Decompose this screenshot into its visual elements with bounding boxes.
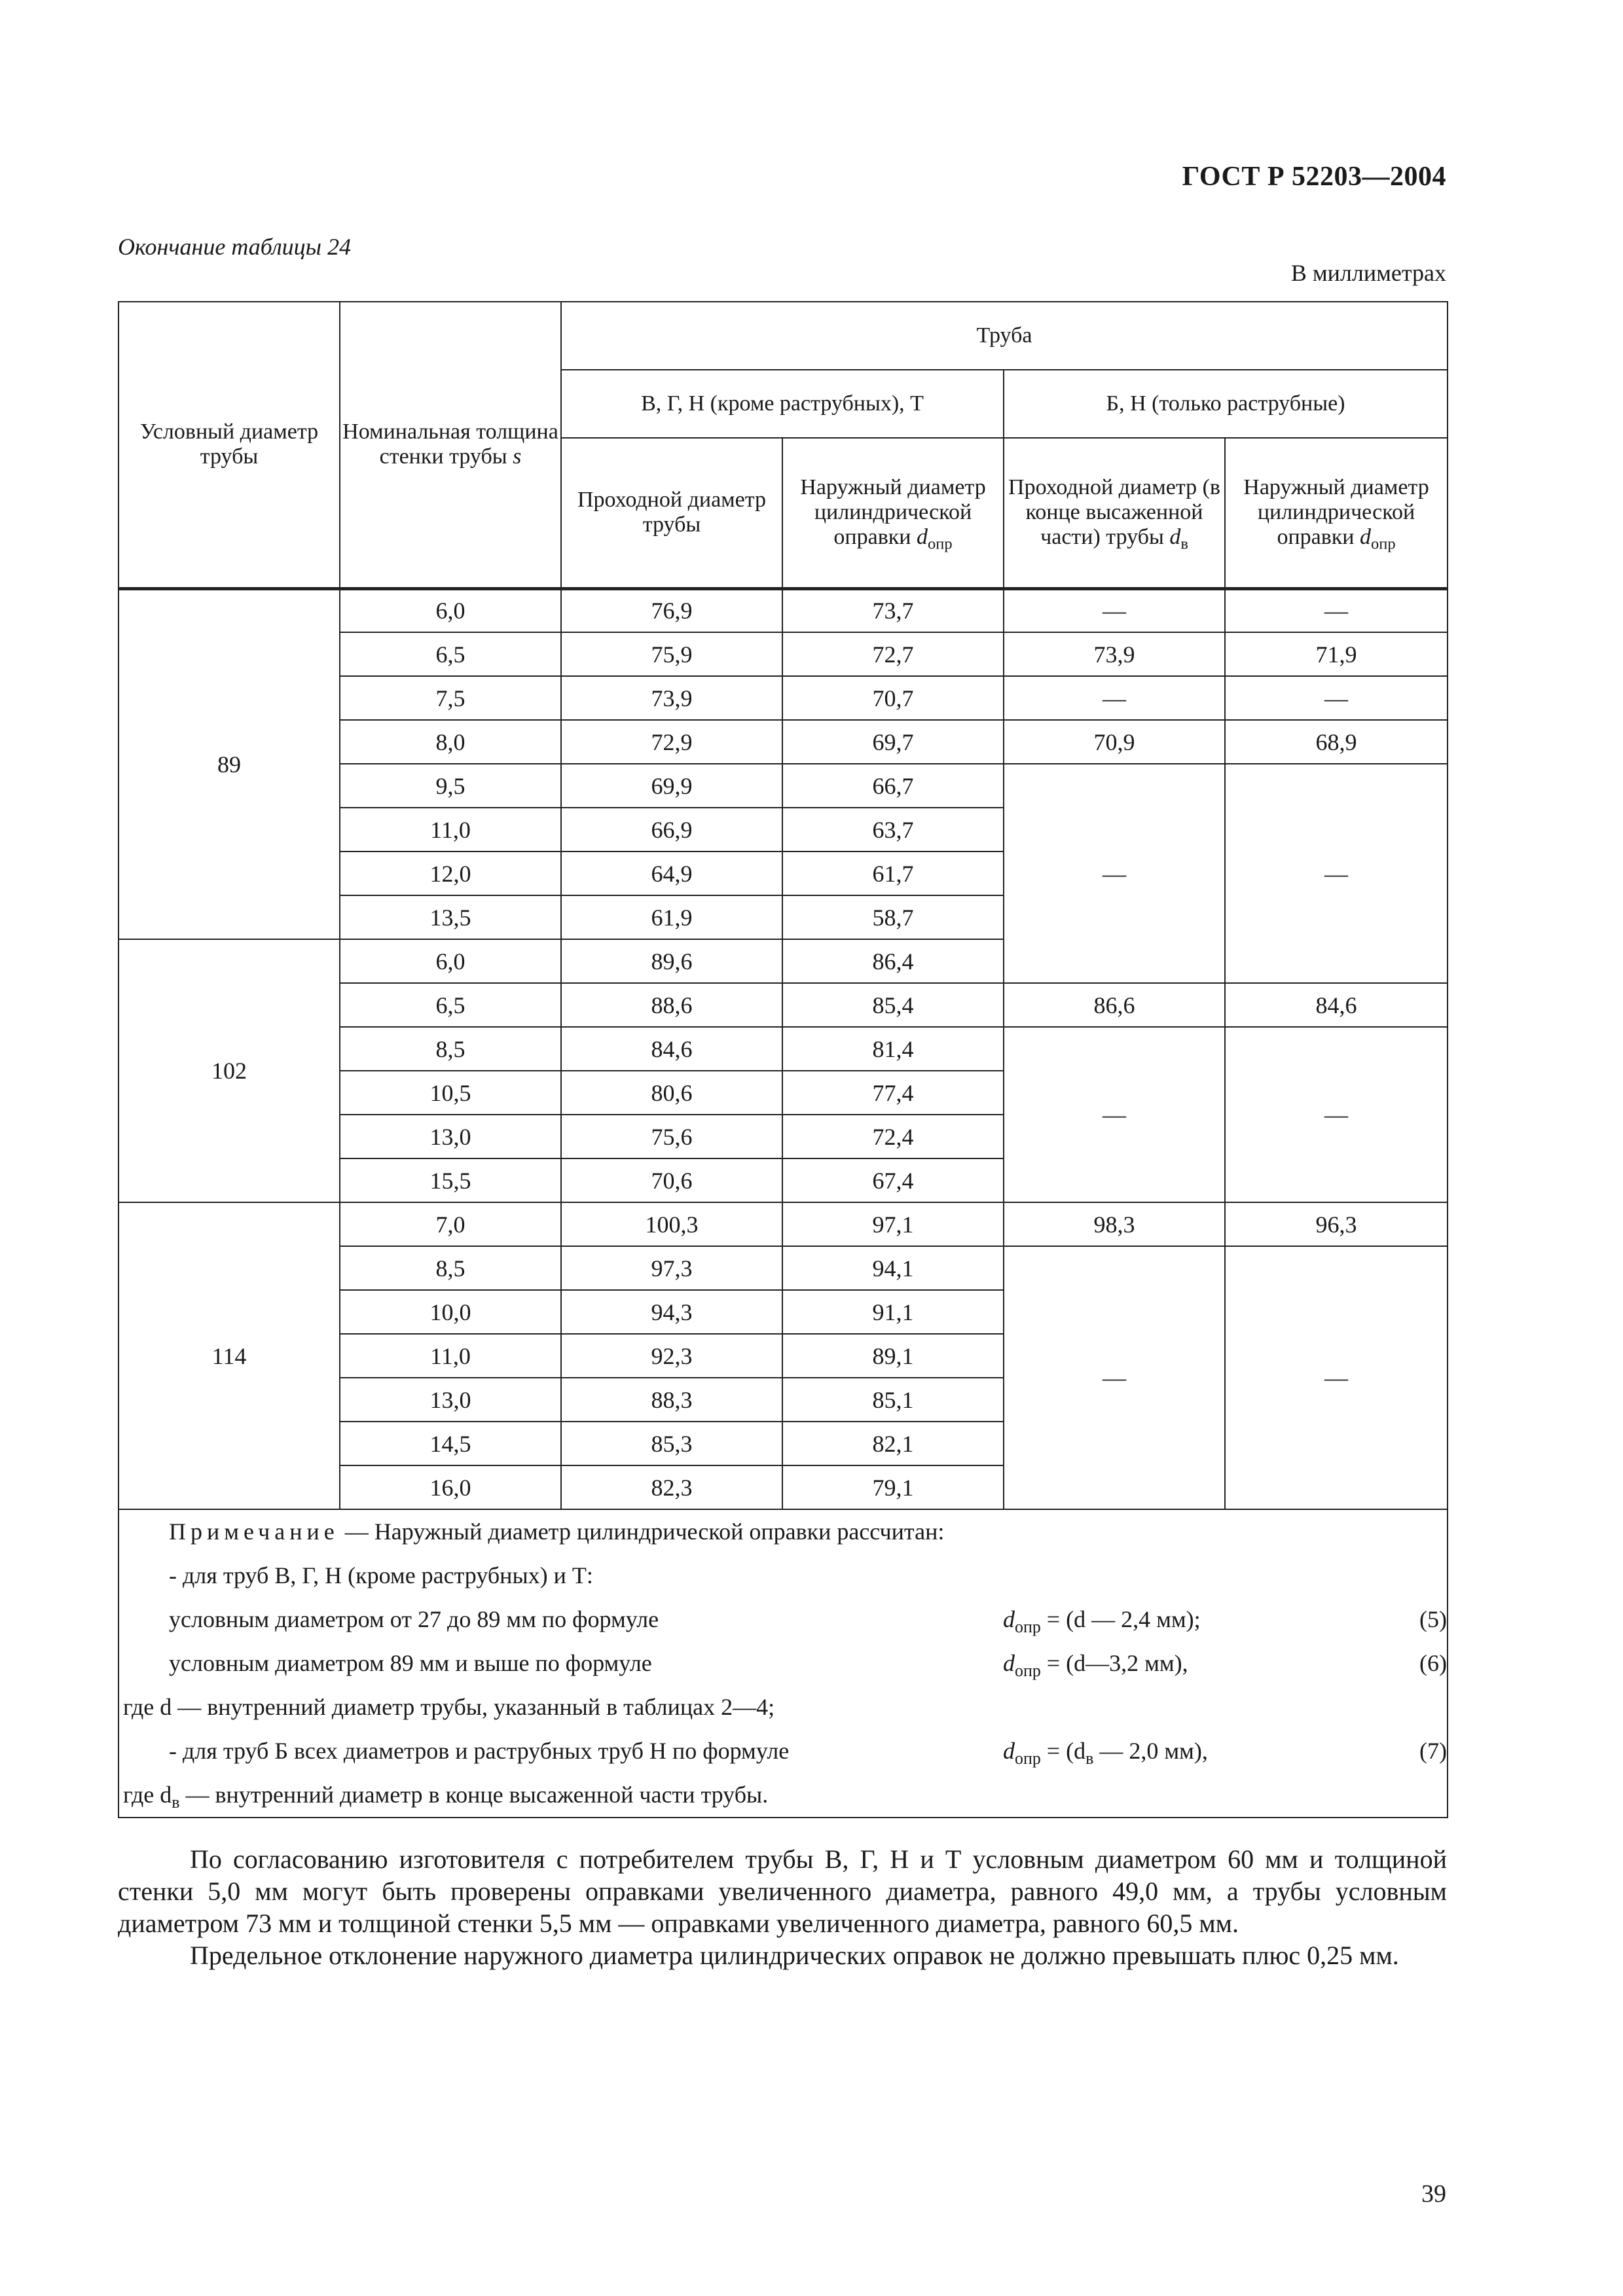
thickness-cell: 7,0	[340, 1202, 561, 1246]
merged-dash-cell: —	[1004, 1246, 1225, 1509]
bore-cell: 72,9	[561, 720, 782, 764]
mandrel-cell: 94,1	[782, 1246, 1004, 1290]
merged-dash-cell: —	[1225, 1246, 1448, 1509]
header-group-b: Б, Н (только раструбные)	[1004, 370, 1448, 438]
b-mandrel-cell: 71,9	[1225, 632, 1448, 676]
formula-7: $d_{опр} = (d_в$ — 2,0 мм),	[1003, 1738, 1208, 1768]
bore-cell: 80,6	[561, 1071, 782, 1115]
units-label: В миллиметрах	[1290, 260, 1446, 286]
page-number: 39	[1421, 2180, 1446, 2208]
mandrel-cell: 85,4	[782, 983, 1004, 1027]
bore-cell: 70,6	[561, 1158, 782, 1202]
mandrel-cell: 81,4	[782, 1027, 1004, 1071]
mandrel-cell: 72,7	[782, 632, 1004, 676]
note-formula-7: - для труб Б всех диаметров и раструбных труб Н по формуле $d_{опр} = (d_в$ — 2,0 мм), (7)	[119, 1729, 1447, 1773]
table-row	[119, 588, 1448, 632]
bore-cell: 100,3	[561, 1202, 782, 1246]
mandrel-cell: 70,7	[782, 676, 1004, 720]
mandrel-cell: 73,7	[782, 588, 1004, 632]
paragraph: По согласованию изготовителя с потребителем трубы В, Г, Н и Т условным диаметром 60 мм и толщиной стенки 5,0 мм могут быть проверены оправками увеличенного диаметра, равного 49,0 мм, а трубы условным диаметром 73 мм и толщиной стенки 5,5 мм — оправками увеличенного диаметра, равного 60,5 мм.	[118, 1844, 1447, 1938]
mandrel-cell: 82,1	[782, 1422, 1004, 1465]
b-bore-cell: 73,9	[1004, 632, 1225, 676]
thickness-cell: 10,5	[340, 1071, 561, 1115]
header-pipe-group: Труба	[561, 302, 1448, 370]
bore-cell: 75,9	[561, 632, 782, 676]
bore-cell: 88,3	[561, 1378, 782, 1422]
b-bore-cell: 70,9	[1004, 720, 1225, 764]
merged-dash-cell: —	[1004, 764, 1225, 983]
note-line: где d — внутренний диаметр трубы, указанный в таблицах 2—4;	[123, 1694, 775, 1720]
b-bore-cell: —	[1004, 676, 1225, 720]
formula-5-number: (5)	[1419, 1606, 1448, 1632]
mandrel-cell: 66,7	[782, 764, 1004, 808]
note-formula-6: условным диаметром 89 мм и выше по формуле $d_{опр}$ = (d—3,2 мм), (6)	[119, 1641, 1447, 1685]
mandrel-cell: 72,4	[782, 1115, 1004, 1158]
thickness-cell: 13,0	[340, 1115, 561, 1158]
thickness-cell: 12,0	[340, 852, 561, 895]
header-nominal-diameter: Условный диаметр трубы	[119, 302, 340, 588]
bore-cell: 84,6	[561, 1027, 782, 1071]
thickness-cell: 15,5	[340, 1158, 561, 1202]
merged-dash-cell: —	[1004, 1027, 1225, 1202]
mandrel-cell: 79,1	[782, 1465, 1004, 1509]
document-code: ГОСТ Р 52203—2004	[1182, 162, 1446, 192]
body-text	[118, 1843, 1447, 1971]
bore-cell: 92,3	[561, 1334, 782, 1378]
formula-6: $d_{опр}$ = (d—3,2 мм),	[1003, 1650, 1188, 1680]
formula-7-number: (7)	[1419, 1738, 1448, 1764]
b-bore-cell: 86,6	[1004, 983, 1225, 1027]
thickness-cell: 6,5	[340, 983, 561, 1027]
header-a-bore: Проходной диаметр трубы	[561, 438, 782, 588]
formula-5: $d_{опр} = (d$ — 2,4 мм);	[1003, 1606, 1201, 1636]
note-line: - для труб В, Г, Н (кроме раструбных) и Т:	[169, 1562, 593, 1588]
thickness-cell: 7,5	[340, 676, 561, 720]
thickness-cell: 13,5	[340, 895, 561, 939]
b-mandrel-cell: —	[1225, 676, 1448, 720]
note-line: где $d_в$ — внутренний диаметр в конце высаженной части трубы.	[123, 1782, 769, 1812]
thickness-cell: 8,5	[340, 1027, 561, 1071]
thickness-cell: 16,0	[340, 1465, 561, 1509]
bore-cell: 89,6	[561, 939, 782, 983]
thickness-cell: 6,0	[340, 939, 561, 983]
bore-cell: 73,9	[561, 676, 782, 720]
merged-dash-cell: —	[1225, 764, 1448, 983]
thickness-cell: 10,0	[340, 1290, 561, 1334]
bore-cell: 61,9	[561, 895, 782, 939]
bore-cell: 82,3	[561, 1465, 782, 1509]
paragraph: Предельное отклонение наружного диаметра цилиндрических оправок не должно превышать плюс 0,25 мм.	[190, 1941, 1399, 1970]
thickness-cell: 9,5	[340, 764, 561, 808]
header-b-bore: Проходной диаметр (в конце высаженной части) трубы $d_в$	[1004, 438, 1225, 588]
formula-6-number: (6)	[1419, 1650, 1448, 1676]
mandrel-cell: 58,7	[782, 895, 1004, 939]
merged-dash-cell: —	[1225, 1027, 1448, 1202]
diameter-cell: 102	[119, 939, 340, 1202]
table-row	[119, 1202, 1448, 1246]
thickness-cell: 14,5	[340, 1422, 561, 1465]
diameter-cell: 89	[119, 588, 340, 939]
mandrel-cell: 91,1	[782, 1290, 1004, 1334]
table-note	[119, 1509, 1448, 1818]
bore-cell: 76,9	[561, 588, 782, 632]
mandrel-cell: 61,7	[782, 852, 1004, 895]
b-mandrel-cell: 96,3	[1225, 1202, 1448, 1246]
thickness-cell: 11,0	[340, 1334, 561, 1378]
diameter-cell: 114	[119, 1202, 340, 1509]
thickness-cell: 6,0	[340, 588, 561, 632]
mandrel-cell: 89,1	[782, 1334, 1004, 1378]
thickness-cell: 8,0	[340, 720, 561, 764]
b-bore-cell: —	[1004, 588, 1225, 632]
mandrel-cell: 97,1	[782, 1202, 1004, 1246]
b-mandrel-cell: 84,6	[1225, 983, 1448, 1027]
bore-cell: 66,9	[561, 808, 782, 852]
b-mandrel-cell: 68,9	[1225, 720, 1448, 764]
bore-cell: 85,3	[561, 1422, 782, 1465]
mandrel-cell: 69,7	[782, 720, 1004, 764]
note-formula-5: условным диаметром от 27 до 89 мм по формуле $d_{опр} = (d$ — 2,4 мм); (5)	[119, 1598, 1447, 1641]
b-bore-cell: 98,3	[1004, 1202, 1225, 1246]
header-wall-thickness: Номинальная толщина стенки трубы s	[340, 302, 561, 588]
bore-cell: 97,3	[561, 1246, 782, 1290]
bore-cell: 69,9	[561, 764, 782, 808]
thickness-cell: 13,0	[340, 1378, 561, 1422]
header-group-a: В, Г, Н (кроме раструбных), Т	[561, 370, 1004, 438]
thickness-cell: 6,5	[340, 632, 561, 676]
note-label: Примечание	[169, 1518, 339, 1545]
b-mandrel-cell: —	[1225, 588, 1448, 632]
table-caption: Окончание таблицы 24	[118, 234, 352, 260]
mandrel-table	[118, 301, 1448, 1818]
bore-cell: 88,6	[561, 983, 782, 1027]
bore-cell: 75,6	[561, 1115, 782, 1158]
header-a-mandrel: Наружный диаметр цилиндрической оправки $d_{опр}$	[782, 438, 1004, 588]
mandrel-cell: 67,4	[782, 1158, 1004, 1202]
mandrel-cell: 77,4	[782, 1071, 1004, 1115]
header-b-mandrel: Наружный диаметр цилиндрической оправки $d_{опр}$	[1225, 438, 1448, 588]
mandrel-cell: 86,4	[782, 939, 1004, 983]
mandrel-cell: 63,7	[782, 808, 1004, 852]
note-title-line: Примечание — Наружный диаметр цилиндрической оправки рассчитан:	[169, 1518, 945, 1545]
bore-cell: 94,3	[561, 1290, 782, 1334]
thickness-cell: 11,0	[340, 808, 561, 852]
thickness-cell: 8,5	[340, 1246, 561, 1290]
bore-cell: 64,9	[561, 852, 782, 895]
mandrel-cell: 85,1	[782, 1378, 1004, 1422]
